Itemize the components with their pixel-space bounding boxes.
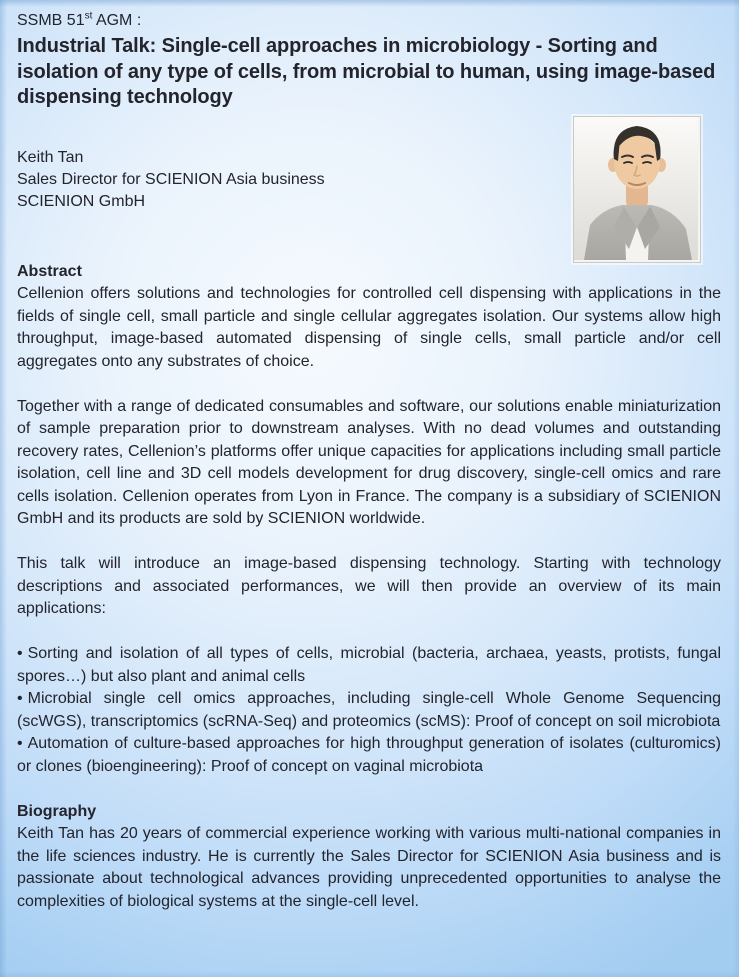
event-name-prefix: SSMB 51 (17, 12, 85, 29)
speaker-photo (573, 116, 701, 263)
speaker-company: SCIENION GmbH (17, 192, 146, 210)
application-text: Sorting and isolation of all types of cells, microbial (bacteria, archaea, yeasts, protists, fungal spores…) but also plant and animal cells (17, 645, 721, 685)
abstract-paragraph-2: Together with a range of dedicated consumables and software, our solutions enable miniaturization of sample preparation prior to downstream analyses. With no dead volumes and outstanding recovery rates, Cellenion’s platforms offer unique capacities for applications including small particle isolation, cell line and 3D cell models development for drug discovery, single-cell omics and rare cells isolation. Cellenion operates from Lyon in France. The company is a subsidiary of SCIENION GmbH and its products are sold by SCIENION worldwide. (17, 397, 721, 527)
application-item-sorting (17, 643, 721, 688)
biography-heading: Biography (17, 802, 97, 820)
bullet-icon: • (17, 735, 23, 752)
abstract-heading: Abstract (17, 262, 82, 280)
speaker-name: Keith Tan (17, 148, 84, 166)
application-text: Microbial single cell omics approaches, including single-cell Whole Genome Sequencing (scWGS), transcriptomics (scRNA-Seq) and proteomics (scMS): Proof of concept on soil microbiota (17, 690, 721, 730)
applications-list (17, 643, 721, 778)
bullet-icon: • (17, 645, 23, 662)
speaker-role: Sales Director for SCIENION Asia business (17, 170, 325, 188)
abstract-paragraph-3: This talk will introduce an image-based dispensing technology. Starting with technology descriptions and associated performances, we will then provide an overview of its main applications: (17, 555, 721, 617)
event-name (17, 10, 721, 32)
speaker-portrait-illustration (574, 117, 698, 260)
application-item-automation (17, 733, 721, 778)
application-item-omics (17, 688, 721, 733)
event-ordinal-suffix: st (84, 10, 93, 22)
event-name-suffix: AGM : (92, 12, 142, 29)
application-text: Automation of culture-based approaches for high throughput generation of isolates (culturomics) or clones (bioengineering): Proof of concept on vaginal microbiota (17, 735, 721, 775)
bullet-icon: • (17, 690, 23, 707)
biography-paragraph: Keith Tan has 20 years of commercial experience working with various multi-national companies in the life sciences industry. He is currently the Sales Director for SCIENION Asia business and is passionate about technological advances providing unprecedented opportunities to analyse the complexities of biological systems at the single-cell level. (17, 825, 721, 910)
abstract-paragraph-1: Cellenion offers solutions and technologies for controlled cell dispensing with applications in the fields of single cell, small particle and single cellular aggregates isolation. Our systems allow high throughput, image-based automated dispensing of single cells, small particle and/or cell aggregates onto any substrates of choice. (17, 285, 721, 370)
talk-title: Industrial Talk: Single-cell approaches in microbiology - Sorting and isolation of any type of cells, from microbial to human, using image-based dispensing technology (17, 35, 716, 108)
